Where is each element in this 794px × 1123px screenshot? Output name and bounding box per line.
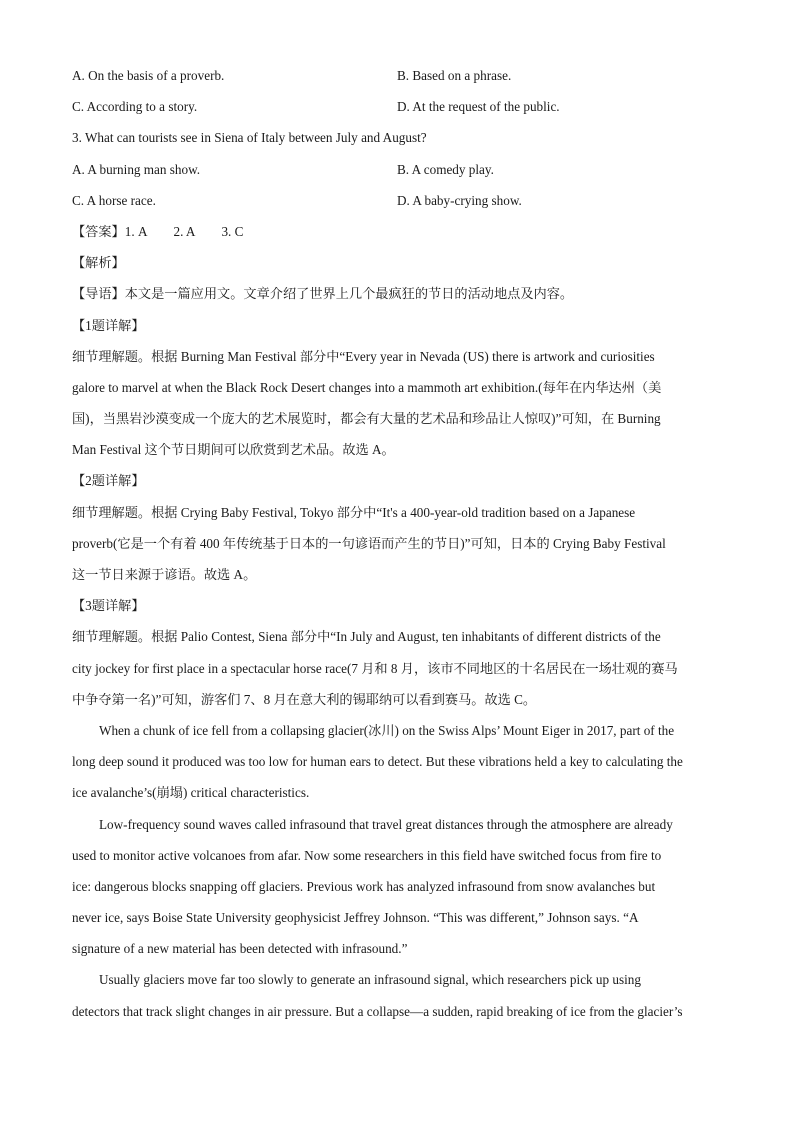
detail-1-line: 细节理解题。根据 Burning Man Festival 部分中“Every year in Nevada (US) there is artwork and curiosities <box>72 348 655 364</box>
option-d: D. At the request of the public. <box>397 99 560 115</box>
detail-2-line: 细节理解题。根据 Crying Baby Festival, Tokyo 部分中“It's a 400-year-old tradition based on a Japanese <box>72 504 636 520</box>
option-c: C. According to a story. <box>72 99 198 115</box>
detail-1-title: 【1题详解】 <box>72 317 145 333</box>
option-b: B. A comedy play. <box>397 161 494 177</box>
document-page <box>72 64 722 1031</box>
option-b: B. Based on a phrase. <box>397 68 512 83</box>
options-row <box>72 189 722 220</box>
detail-3-line: 中争夺第一名)”可知，游客们 7、8 月在意大利的锡耶纳可以看到赛马。故选 C。 <box>72 691 537 707</box>
answer-3: 3. C <box>221 223 244 239</box>
question-stem: 3. What can tourists see in Siena of Italy between July and August? <box>72 130 427 146</box>
detail-2-line: 这一节日来源于谚语。故选 A。 <box>72 567 257 582</box>
detail-1-line: 国)，当黑岩沙漠变成一个庞大的艺术展览时，都会有大量的艺术品和珍品让人惊叹)”可知，在 Burning <box>72 411 661 427</box>
passage-line: Low-frequency sound waves called infrasound that travel great distances through the atmosphere are already <box>99 816 673 832</box>
option-a: A. On the basis of a proverb. <box>72 68 225 83</box>
passage-line: detectors that track slight changes in air pressure. But a collapse—a sudden, rapid breaking of ice from the glacier’s <box>72 1003 683 1019</box>
guide-text: 【导语】本文是一篇应用文。文章介绍了世界上几个最疯狂的节日的活动地点及内容。 <box>72 286 574 302</box>
passage-line: Usually glaciers move far too slowly to generate an infrasound signal, which researchers pick up using <box>99 972 641 988</box>
answer-1: 1. A <box>124 223 148 239</box>
detail-3-title: 【3题详解】 <box>72 598 145 614</box>
option-a: A. A burning man show. <box>72 161 201 177</box>
options-row <box>72 64 722 95</box>
option-c: C. A horse race. <box>72 192 156 208</box>
passage-line: never ice, says Boise State University geophysicist Jeffrey Johnson. “This was different,” Johnson says. “A <box>72 910 639 926</box>
passage-line: ice: dangerous blocks snapping off glaciers. Previous work has analyzed infrasound from snow avalanches but <box>72 878 656 894</box>
answer-tag: 【答案】 <box>72 223 125 239</box>
analysis-tag: 【解析】 <box>72 255 125 271</box>
passage-line: When a chunk of ice fell from a collapsing glacier(冰川) on the Swiss Alps’ Mount Eiger in 2017, part of the <box>99 722 675 738</box>
passage-line: used to monitor active volcanoes from afar. Now some researchers in this field have switched focus from fire to <box>72 847 662 863</box>
detail-2-line: proverb(它是一个有着 400 年传统基于日本的一句谚语而产生的节日)”可知，日本的 Crying Baby Festival <box>72 535 666 551</box>
detail-3-line: 细节理解题。根据 Palio Contest, Siena 部分中“In July and August, ten inhabitants of different districts of the <box>72 629 661 645</box>
option-d: D. A baby-crying show. <box>397 192 522 208</box>
passage-line: ice avalanche’s(崩塌) critical characteristics. <box>72 785 310 801</box>
detail-2-title: 【2题详解】 <box>72 473 145 489</box>
detail-1-line: galore to marvel at when the Black Rock Desert changes into a mammoth art exhibition.(每年在内华达州（美 <box>72 379 662 395</box>
detail-3-line: city jockey for first place in a spectacular horse race(7 月和 8 月，该市不同地区的十名居民在一场壮观的赛马 <box>72 660 678 676</box>
passage-line: signature of a new material has been detected with infrasound.” <box>72 941 408 957</box>
answer-line <box>72 220 722 251</box>
answer-2: 2. A <box>173 223 196 239</box>
detail-1-line: Man Festival 这个节日期间可以欣赏到艺术品。故选 A。 <box>72 442 395 458</box>
options-row <box>72 95 722 126</box>
options-row <box>72 158 722 189</box>
passage-line: long deep sound it produced was too low for human ears to detect. But these vibrations held a key to calculating the <box>72 754 683 770</box>
